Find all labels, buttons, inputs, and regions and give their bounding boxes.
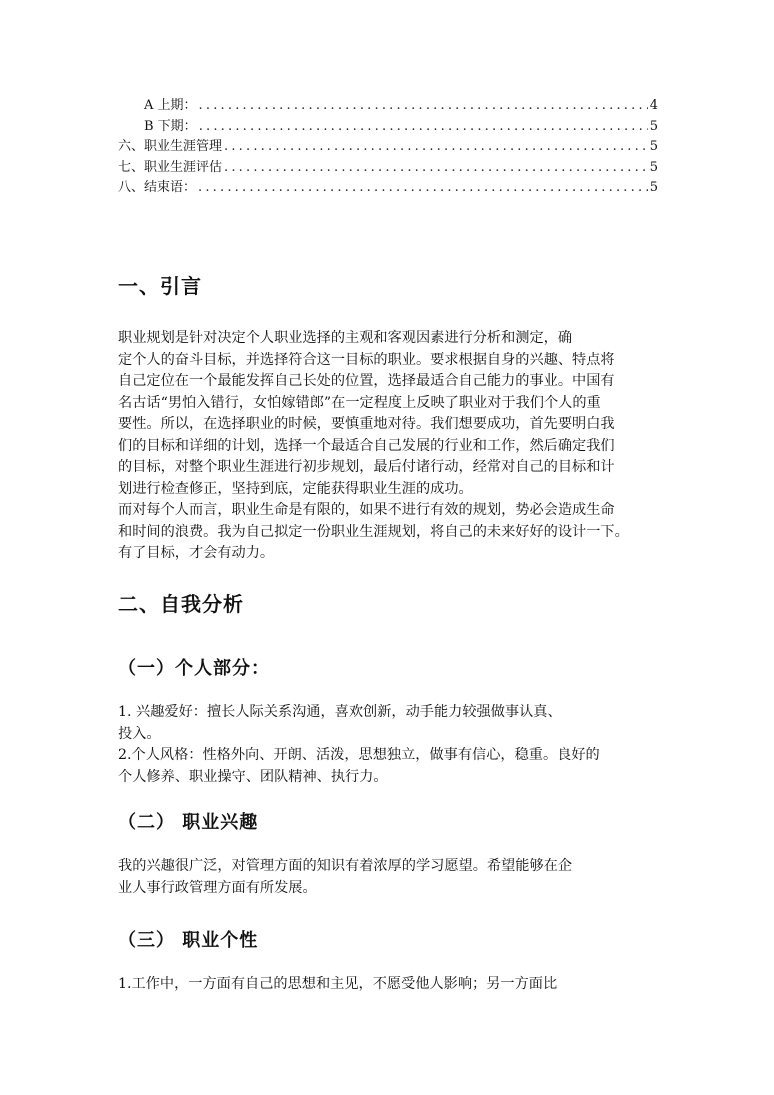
paragraph-line: 自己定位在一个最能发挥自己长处的位置，选择最适合自己能力的事业。中国有: [118, 373, 615, 389]
paragraph-line: 和时间的浪费。我为自己拟定一份职业生涯规划，将自己的未来好好的设计一下。: [118, 523, 629, 540]
heading-career-personality: （三） 职业个性: [118, 930, 259, 951]
toc-entry-page: 5: [649, 139, 658, 154]
paragraph-line: 我的兴趣很广泛，对管理方面的知识有着浓厚的学习愿望。希望能够在企: [118, 858, 573, 874]
toc-entry-page: 5: [649, 118, 658, 134]
toc-entry-page: 5: [649, 159, 658, 175]
toc-entry-label: 七、职业生涯评估: [118, 159, 223, 175]
paragraph-line: 而对每个人而言，职业生命是有限的，如果不进行有效的规划，势必会造成生命: [118, 502, 615, 518]
toc-entry-label: A 上期：: [144, 98, 197, 113]
toc-dot-leader: [222, 139, 648, 154]
toc-dot-leader: [222, 160, 648, 175]
toc-dot-leader: [197, 98, 648, 113]
paragraph-line: 1. 兴趣爱好：擅长人际关系沟通，喜欢创新，动手能力较强做事认真、: [118, 704, 562, 720]
paragraph-line: 划进行检查修正，坚持到底，定能获得职业生涯的成功。: [118, 480, 473, 497]
toc-entry-page: 5: [649, 180, 658, 195]
paragraph-line: 2.个人风格：性格外向、开朗、活泼，思想独立，做事有信心，稳重。良好的: [118, 747, 600, 763]
paragraph-line: 定个人的奋斗目标，并选择符合这一目标的职业。要求根据自身的兴趣、特点将: [118, 351, 615, 368]
toc-dot-leader: [197, 119, 648, 134]
toc-entry[interactable]: [118, 176, 658, 197]
toc-entry-label: 八、结束语：: [118, 180, 197, 195]
paragraph-line: 们的目标和详细的计划，选择一个最适合自己发展的行业和工作，然后确定我们: [118, 437, 615, 454]
toc-dot-leader: [196, 180, 648, 195]
paragraph-line: 的目标，对整个职业生涯进行初步规划，最后付诸行动，经常对自己的目标和计: [118, 459, 615, 475]
paragraph-line: 个人修养、职业操守、团队精神、执行力。: [118, 768, 388, 785]
table-of-contents: [118, 94, 658, 197]
career-interest-paragraph: [118, 856, 663, 899]
paragraph-line: 有了目标，才会有动力。: [118, 545, 275, 561]
toc-entry[interactable]: [118, 156, 658, 177]
toc-entry-label: B 下期：: [144, 118, 197, 134]
toc-entry[interactable]: [118, 115, 658, 136]
paragraph-line: 职业规划是针对决定个人职业选择的主观和客观因素进行分析和测定，确: [118, 330, 573, 346]
toc-entry-label: 六、职业生涯管理: [118, 139, 223, 154]
toc-entry-page: 4: [649, 98, 658, 113]
heading-self-analysis: 二、自我分析: [118, 592, 244, 616]
paragraph-line: 要性。所以，在选择职业的时候，要慎重地对待。我们想要成功，首先要明白我: [118, 416, 615, 432]
heading-personal-section: （一）个人部分：: [118, 658, 270, 679]
paragraph-line: 名古话“男怕入错行，女怕嫁错郎”在一定程度上反映了职业对于我们个人的重: [118, 394, 601, 411]
toc-entry[interactable]: [118, 135, 658, 156]
career-personality-paragraph: [118, 974, 663, 996]
paragraph-line: 投入。: [118, 725, 161, 742]
introduction-paragraph: [118, 328, 663, 565]
paragraph-line: 业人事行政管理方面有所发展。: [118, 879, 317, 896]
paragraph-line: 1.工作中，一方面有自己的思想和主见，不愿受他人影响；另一方面比: [118, 976, 558, 992]
personal-paragraph: [118, 702, 663, 788]
toc-entry[interactable]: [118, 94, 658, 115]
heading-career-interest: （二） 职业兴趣: [118, 812, 259, 833]
heading-introduction: 一、引言: [118, 274, 202, 298]
